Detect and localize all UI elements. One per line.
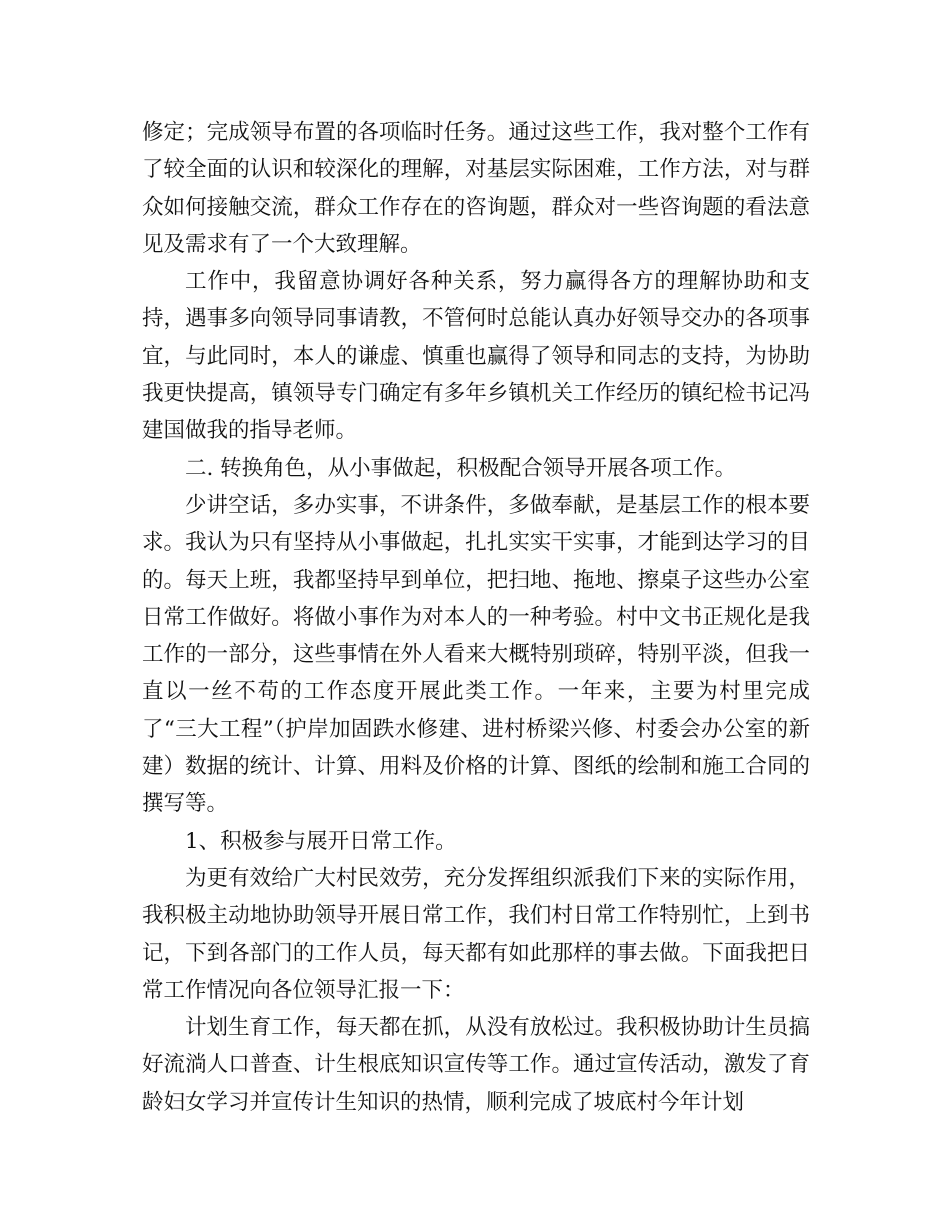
paragraph-daily-work: 为更有效给广大村民效劳，充分发挥组织派我们下来的实际作用，我积极主动地协助领导开展日常工作，我们村日常工作特别忙，上到书记，下到各部门的工作人员，每天都有如此那样的事去做。下面我把日常工作情况向各位领导汇报一下： [142,865,810,1003]
section-heading-two: 二. 转换角色，从小事做起，积极配合领导开展各项工作。 [185,455,737,481]
paragraph-small-things: 少讲空话，多办实事，不讲条件，多做奉献，是基层工作的根本要求。我认为只有坚持从小事做起，扎扎实实干实事，才能到达学习的目的。每天上班，我都坚持早到单位，把扫地、拖地、擦桌子这些办公室日常工作做好。将做小事作为对本人的一种考验。村中文书正规化是我工作的一部分，这些事情在外人看来大概特别琐碎，特别平淡，但我一直以一丝不苟的工作态度开展此类工作。一年来，主要为村里完成了“三大工程”（护岸加固跌水修建、进村桥梁兴修、村委会办公室的新建）数据的统计、计算、用料及价格的计算、图纸的绘制和施工合同的撰写等。 [142,492,810,817]
paragraph-family-planning: 计划生育工作，每天都在抓，从没有放松过。我积极协助计生员搞好流淌人口普查、计生根底知识宣传等工作。通过宣传活动，激发了育龄妇女学习并宣传计生知识的热情，顺利完成了坡底村今年计划 [142,1015,810,1115]
paragraph-continuation: 修定；完成领导布置的各项临时任务。通过这些工作，我对整个工作有了较全面的认识和较深化的理解，对基层实际困难，工作方法，对与群众如何接触交流，群众工作存在的咨询题，群众对一些咨询题的看法意见及需求有了一个大致理解。 [142,120,810,257]
document-body [142,114,810,1121]
paragraph-coordination: 工作中，我留意协调好各种关系，努力赢得各方的理解协助和支持，遇事多向领导同事请教，不管何时总能认真办好领导交办的各项事宜，与此同时，本人的谦虚、慎重也赢得了领导和同志的支持，为协助我更快提高，镇领导专门确定有多年乡镇机关工作经历的镇纪检书记冯建国做我的指导老师。 [142,269,810,444]
subheading-one: 1、积极参与展开日常工作。 [185,828,457,854]
